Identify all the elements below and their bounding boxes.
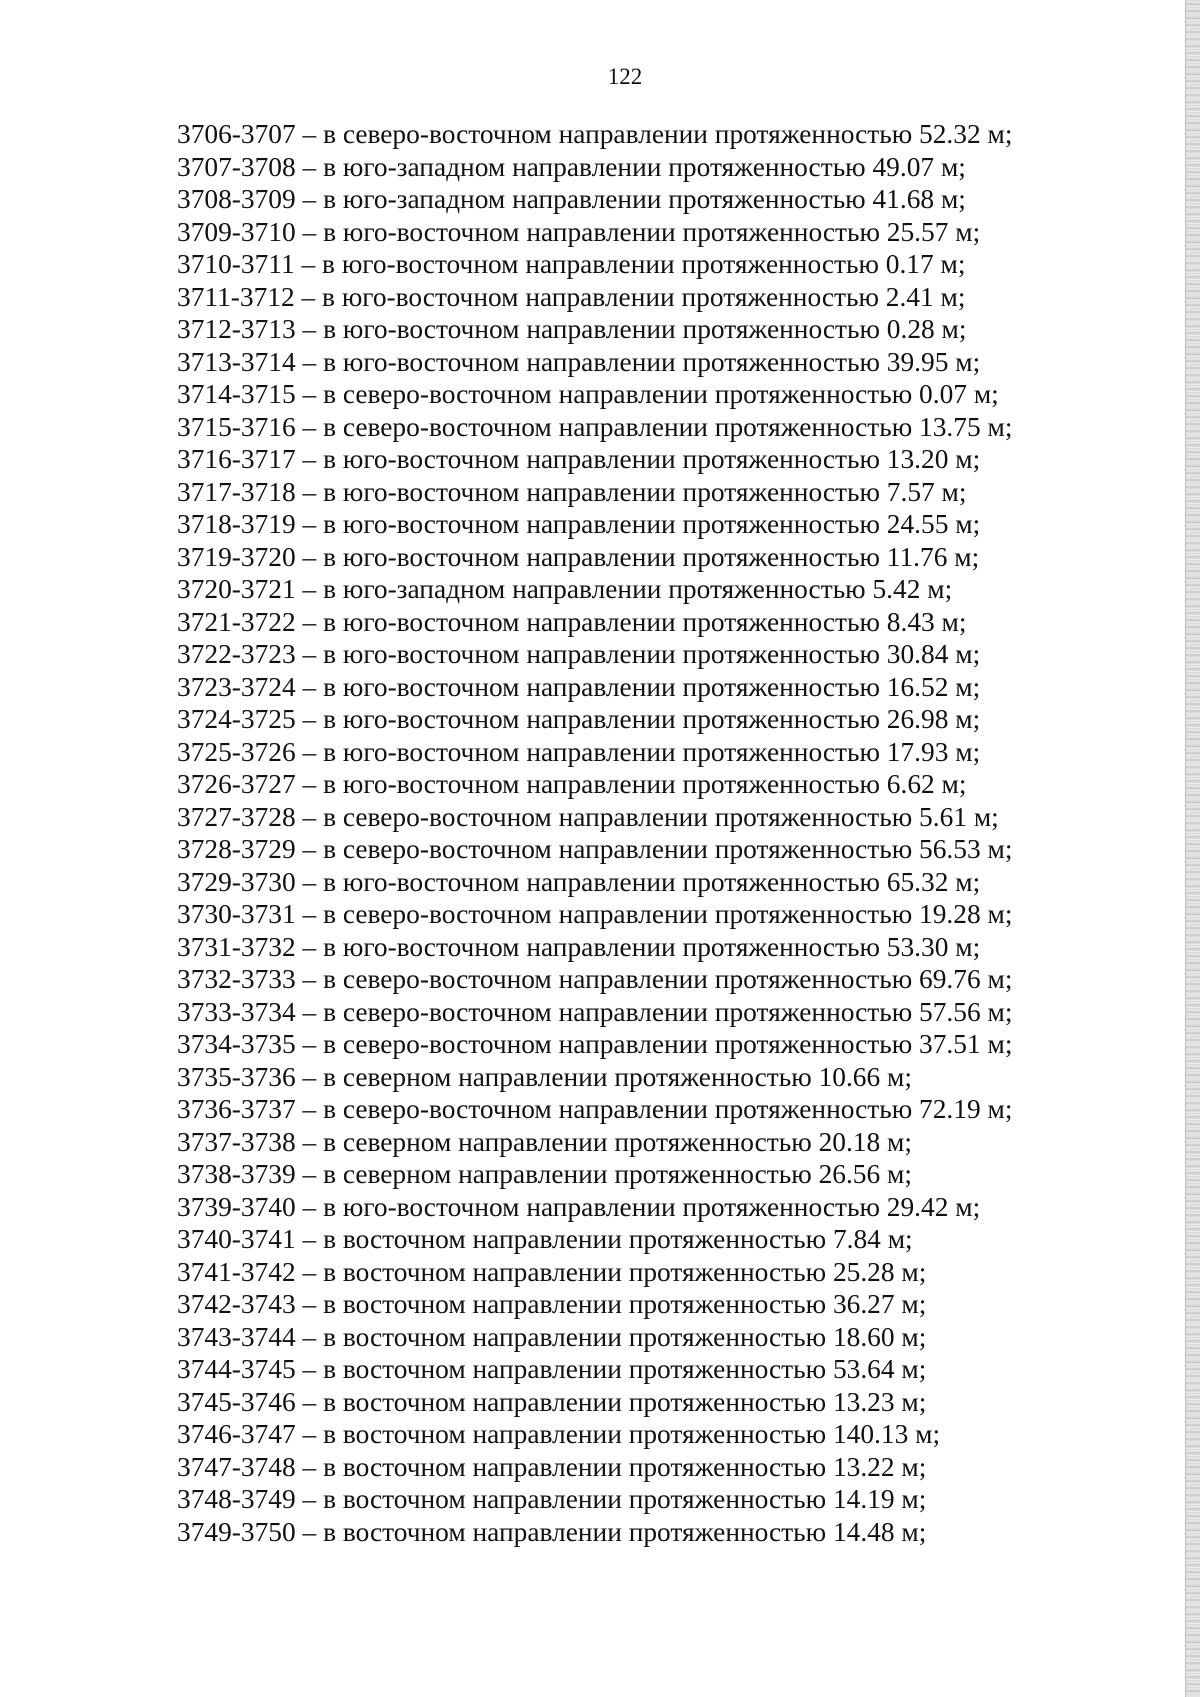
- boundary-segment-line: 3706-3707 – в северо-восточном направлении протяженностью 52.32 м;: [177, 119, 1013, 149]
- boundary-segment-line: 3733-3734 – в северо-восточном направлении протяженностью 57.56 м;: [177, 996, 1013, 1027]
- boundary-segment-line: 3732-3733 – в северо-восточном направлении протяженностью 69.76 м;: [177, 964, 1013, 994]
- boundary-segment-line: 3735-3736 – в северном направлении протяженностью 10.66 м;: [177, 1061, 912, 1092]
- boundary-segment-line: 3722-3723 – в юго-восточном направлении протяженностью 30.84 м;: [177, 639, 981, 669]
- boundary-segment-line: 3739-3740 – в юго-восточном направлении протяженностью 29.42 м;: [177, 1191, 981, 1222]
- boundary-segment-line: 3715-3716 – в северо-восточном направлении протяженностью 13.75 м;: [177, 411, 1013, 442]
- boundary-segment-line: 3712-3713 – в юго-восточном направлении протяженностью 0.28 м;: [177, 314, 967, 344]
- boundary-segment-line: 3748-3749 – в восточном направлении протяженностью 14.19 м;: [177, 1484, 927, 1514]
- boundary-segment-line: 3714-3715 – в северо-восточном направлении протяженностью 0.07 м;: [177, 379, 999, 409]
- scan-edge-artifact: [1186, 0, 1200, 1697]
- boundary-segment-line: 3728-3729 – в северо-восточном направлении протяженностью 56.53 м;: [177, 834, 1013, 864]
- boundary-segment-line: 3731-3732 – в юго-восточном направлении протяженностью 53.30 м;: [177, 931, 981, 962]
- boundary-segment-line: 3713-3714 – в юго-восточном направлении протяженностью 39.95 м;: [177, 346, 981, 377]
- boundary-segment-line: 3743-3744 – в восточном направлении протяженностью 18.60 м;: [177, 1321, 927, 1352]
- boundary-segment-line: 3747-3748 – в восточном направлении протяженностью 13.22 м;: [177, 1451, 927, 1482]
- boundary-segment-line: 3740-3741 – в восточном направлении протяженностью 7.84 м;: [177, 1224, 913, 1254]
- boundary-segment-line: 3749-3750 – в восточном направлении протяженностью 14.48 м;: [177, 1516, 927, 1547]
- boundary-segment-line: 3736-3737 – в северо-восточном направлении протяженностью 72.19 м;: [177, 1094, 1013, 1124]
- boundary-segment-line: 3721-3722 – в юго-восточном направлении протяженностью 8.43 м;: [177, 606, 967, 637]
- boundary-segment-line: 3720-3721 – в юго-западном направлении протяженностью 5.42 м;: [177, 574, 953, 604]
- page-number: 122: [607, 64, 643, 89]
- boundary-segment-line: 3741-3742 – в восточном направлении протяженностью 25.28 м;: [177, 1256, 927, 1287]
- boundary-segment-line: 3716-3717 – в юго-восточном направлении протяженностью 13.20 м;: [177, 444, 981, 474]
- boundary-segment-line: 3729-3730 – в юго-восточном направлении протяженностью 65.32 м;: [177, 866, 981, 897]
- boundary-segment-line: 3745-3746 – в восточном направлении протяженностью 13.23 м;: [177, 1386, 927, 1417]
- boundary-segment-line: 3742-3743 – в восточном направлении протяженностью 36.27 м;: [177, 1289, 927, 1319]
- boundary-segment-line: 3723-3724 – в юго-восточном направлении протяженностью 16.52 м;: [177, 671, 981, 702]
- boundary-segment-line: 3734-3735 – в северо-восточном направлении протяженностью 37.51 м;: [177, 1029, 1013, 1059]
- boundary-segment-line: 3710-3711 – в юго-восточном направлении протяженностью 0.17 м;: [177, 249, 966, 279]
- boundary-segment-line: 3726-3727 – в юго-восточном направлении протяженностью 6.62 м;: [177, 769, 967, 799]
- boundary-segment-line: 3725-3726 – в юго-восточном направлении протяженностью 17.93 м;: [177, 736, 981, 767]
- boundary-segment-line: 3717-3718 – в юго-восточном направлении протяженностью 7.57 м;: [177, 476, 967, 507]
- boundary-segment-line: 3708-3709 – в юго-западном направлении протяженностью 41.68 м;: [177, 184, 966, 214]
- boundary-segment-line: 3744-3745 – в восточном направлении протяженностью 53.64 м;: [177, 1354, 927, 1384]
- boundary-segment-line: 3711-3712 – в юго-восточном направлении протяженностью 2.41 м;: [177, 281, 966, 312]
- boundary-segment-line: 3730-3731 – в северо-восточном направлении протяженностью 19.28 м;: [177, 899, 1013, 929]
- boundary-segment-line: 3738-3739 – в северном направлении протяженностью 26.56 м;: [177, 1159, 912, 1189]
- boundary-segment-line: 3727-3728 – в северо-восточном направлении протяженностью 5.61 м;: [177, 801, 999, 832]
- boundary-segment-list: [177, 118, 1012, 1548]
- boundary-segment-line: 3719-3720 – в юго-восточном направлении протяженностью 11.76 м;: [177, 541, 980, 572]
- boundary-segment-line: 3737-3738 – в северном направлении протяженностью 20.18 м;: [177, 1126, 912, 1157]
- boundary-segment-line: 3718-3719 – в юго-восточном направлении протяженностью 24.55 м;: [177, 509, 981, 539]
- boundary-segment-line: 3707-3708 – в юго-западном направлении протяженностью 49.07 м;: [177, 151, 966, 182]
- boundary-segment-line: 3746-3747 – в восточном направлении протяженностью 140.13 м;: [177, 1419, 941, 1449]
- boundary-segment-line: 3724-3725 – в юго-восточном направлении протяженностью 26.98 м;: [177, 704, 981, 734]
- boundary-segment-line: 3709-3710 – в юго-восточном направлении протяженностью 25.57 м;: [177, 216, 981, 247]
